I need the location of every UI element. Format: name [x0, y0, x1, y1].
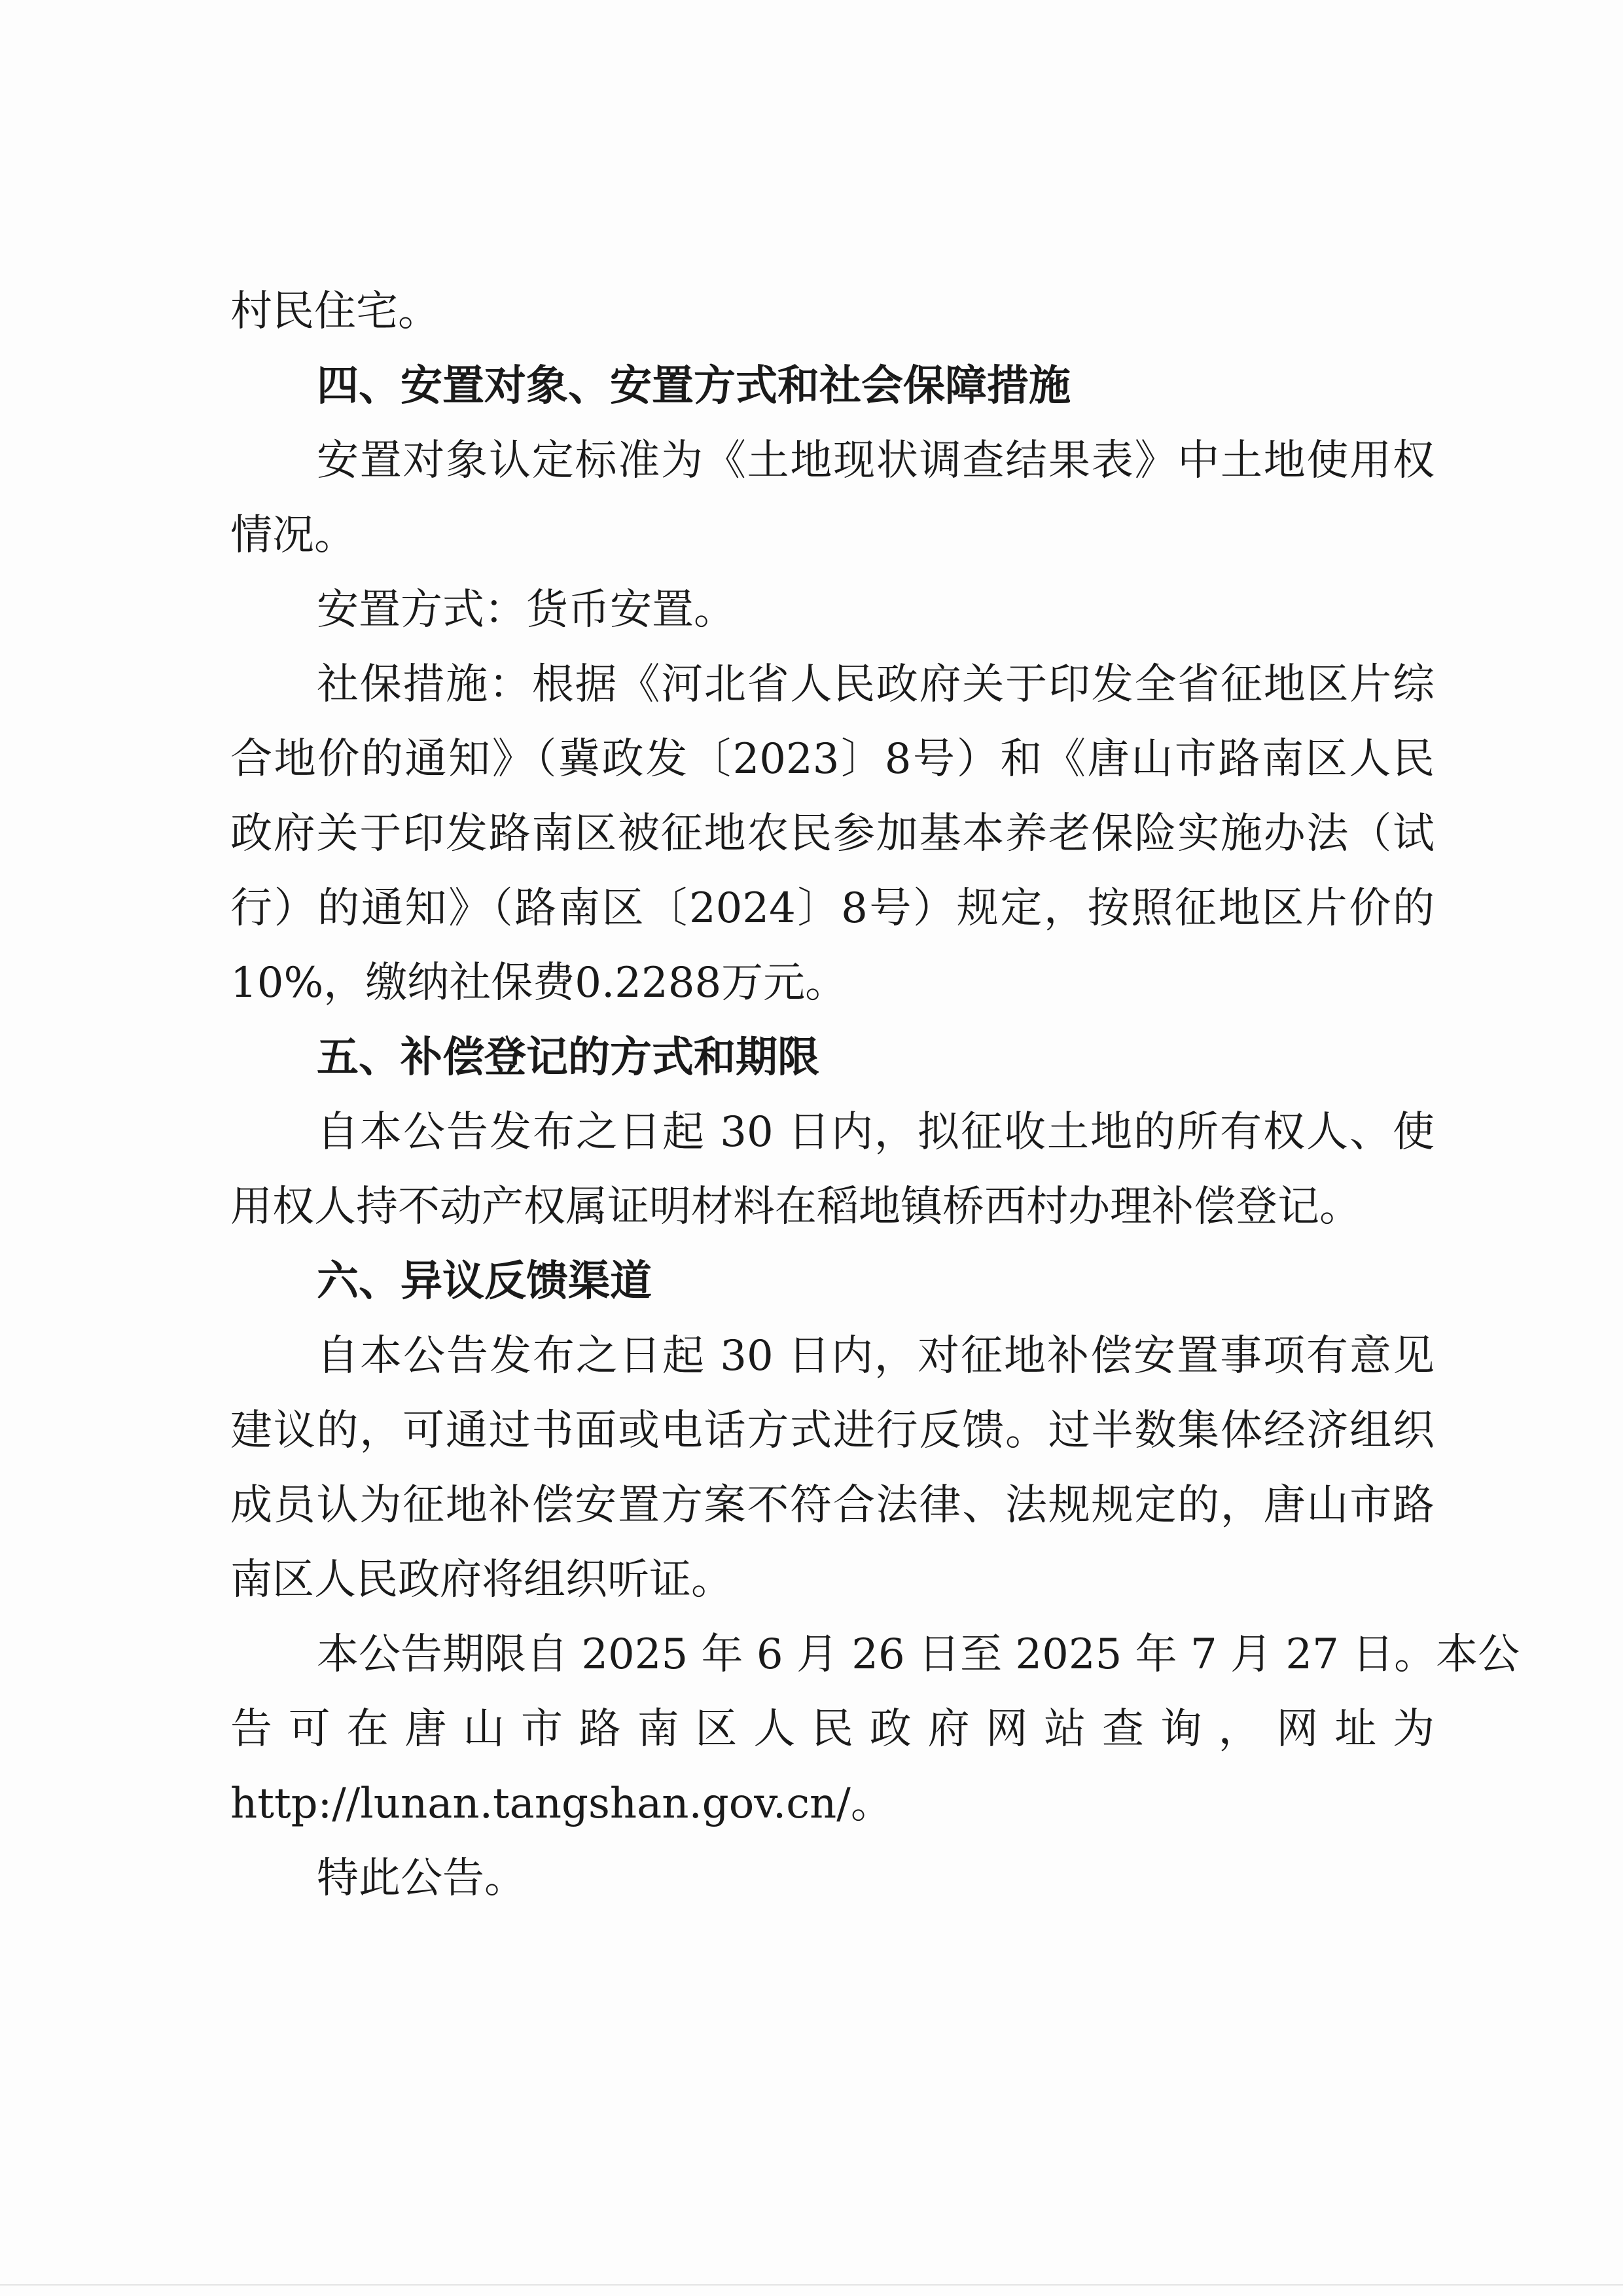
- section-heading-4: 四、安置对象、安置方式和社会保障措施: [317, 362, 1071, 410]
- website-url: http://lunan.tangshan.gov.cn/。: [230, 1780, 893, 1828]
- section-heading-6: 六、异议反馈渠道: [317, 1257, 652, 1306]
- paragraph-line: 建议的，可通过书面或电话方式进行反馈。过半数集体经济组织: [230, 1407, 1435, 1455]
- paragraph-line: 安置方式：货币安置。: [317, 586, 736, 634]
- paragraph-line: 行）的通知》（路南区〔2024〕8号）规定，按照征地区片价的: [230, 884, 1435, 933]
- paragraph-line: 社保措施：根据《河北省人民政府关于印发全省征地区片综: [317, 660, 1435, 709]
- paragraph-line: 村民住宅。: [230, 287, 440, 336]
- paragraph-line: 自本公告发布之日起 30 日内，拟征收土地的所有权人、使: [317, 1108, 1435, 1157]
- paragraph-line: 安置对象认定标准为《土地现状调查结果表》中土地使用权: [317, 437, 1435, 485]
- closing-line: 特此公告。: [317, 1854, 526, 1903]
- paragraph-line: 本公告期限自 2025 年 6 月 26 日至 2025 年 7 月 27 日。本公: [317, 1630, 1520, 1679]
- paragraph-line: 合地价的通知》（冀政发〔2023〕8号）和《唐山市路南区人民: [230, 735, 1435, 783]
- paragraph-line: 自本公告发布之日起 30 日内，对征地补偿安置事项有意见: [317, 1332, 1435, 1380]
- paragraph-line: 政府关于印发路南区被征地农民参加基本养老保险实施办法（试: [230, 810, 1435, 858]
- paragraph-line: 成员认为征地补偿安置方案不符合法律、法规规定的，唐山市路: [230, 1481, 1435, 1530]
- paragraph-line: 情况。: [230, 511, 356, 560]
- paragraph-line: 告可在唐山市路南区人民政府网站查询，网址为: [230, 1705, 1435, 1753]
- scan-edge-divider: [0, 2284, 1623, 2286]
- paragraph-line: 用权人持不动产权属证明材料在稻地镇桥西村办理补偿登记。: [230, 1183, 1361, 1231]
- paragraph-line: 南区人民政府将组织听证。: [230, 1556, 733, 1604]
- paragraph-line: 10%，缴纳社保费0.2288万元。: [230, 959, 847, 1007]
- section-heading-5: 五、补偿登记的方式和期限: [317, 1033, 819, 1082]
